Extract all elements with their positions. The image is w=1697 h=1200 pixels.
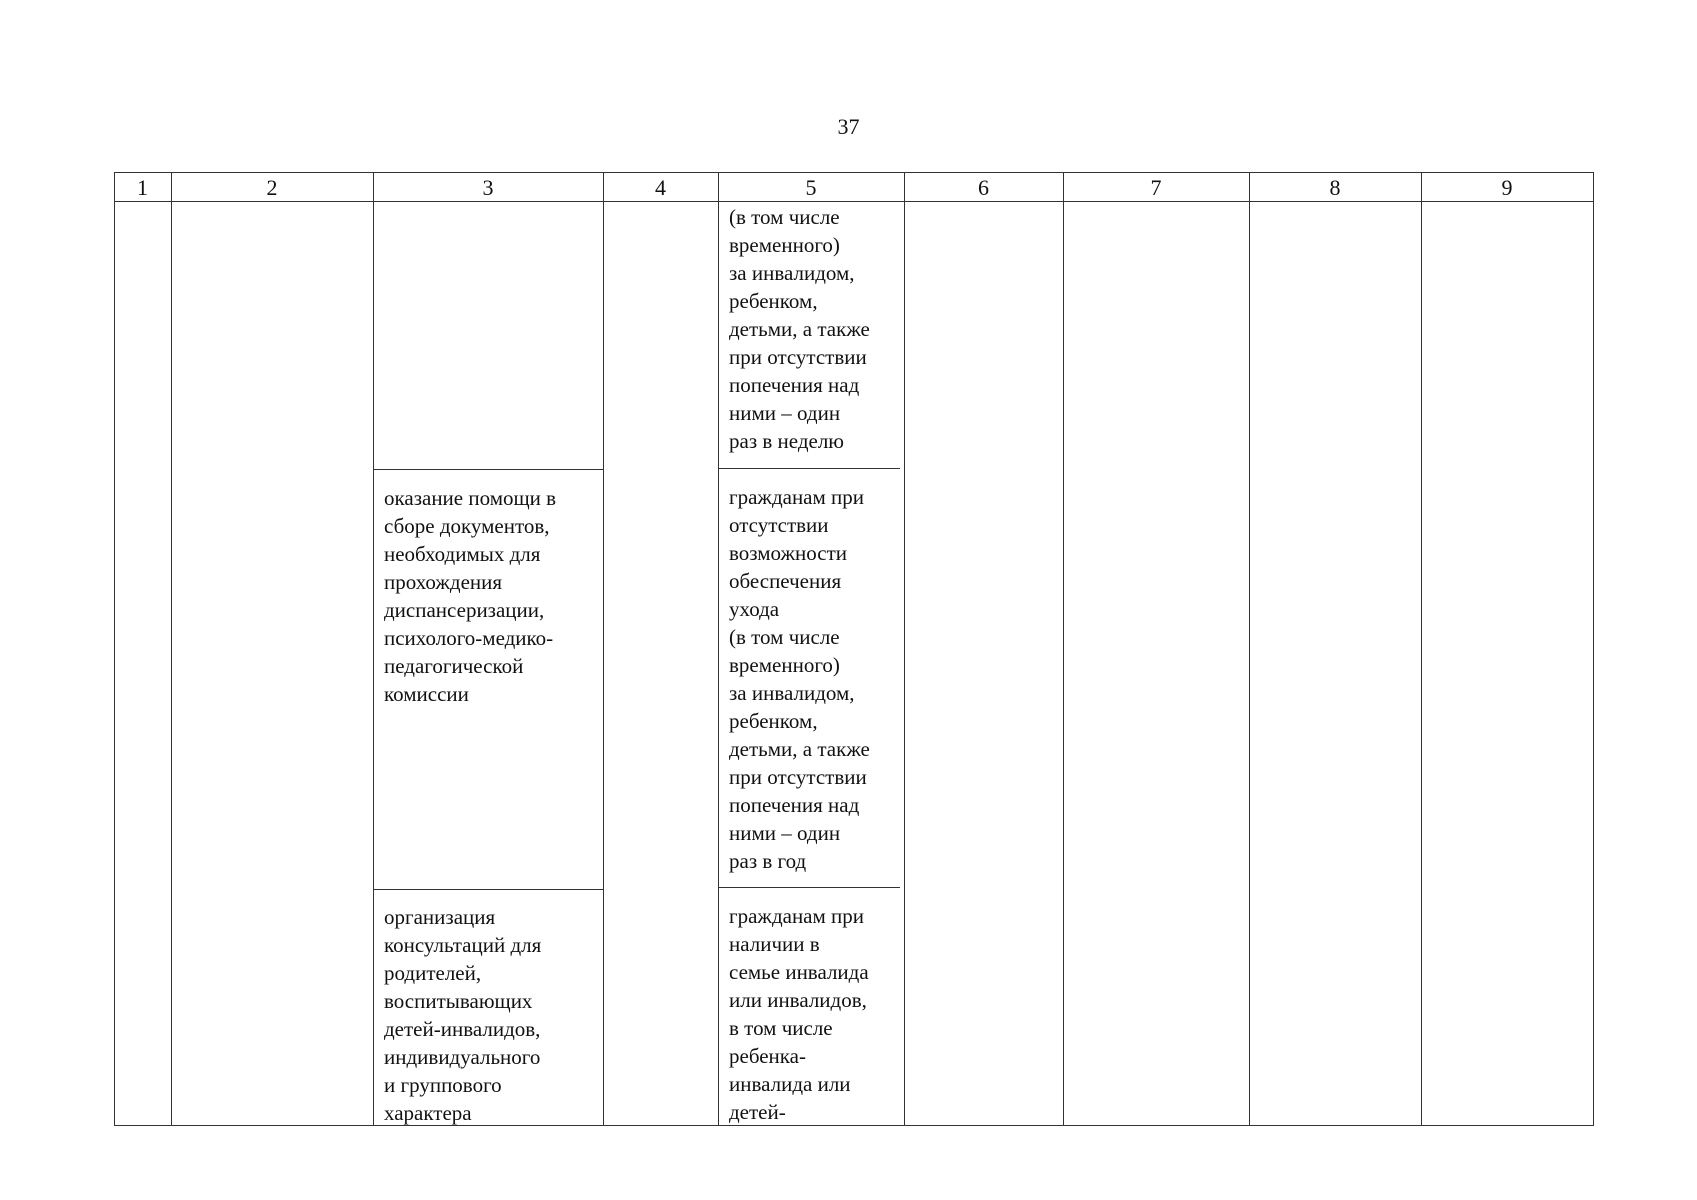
header-cell-6: 6	[978, 175, 989, 200]
column-border	[171, 172, 172, 1126]
header-cell-2: 2	[266, 175, 278, 200]
col5-row-divider	[718, 887, 900, 888]
col3-cell-3: организация консультаций для родителей, воспитывающих детей-инвалидов, индивидуального и группового характера	[384, 905, 542, 1125]
header-cell-3: 3	[482, 175, 494, 200]
col3-row-divider	[373, 469, 603, 470]
col5-row-divider	[718, 468, 900, 469]
column-border	[114, 172, 115, 1126]
header-cell-7: 7	[1150, 175, 1162, 200]
column-border	[904, 172, 905, 1126]
column-border	[1063, 172, 1064, 1126]
header-cell-4: 4	[655, 175, 666, 200]
col5-cell-3: гражданам при наличии в семье инвалида или инвалидов, в том числе ребенка- инвалида или детей-	[729, 904, 869, 1124]
col5-cell-1: (в том числе временного) за инвалидом, ребенком, детьми, а также при отсутствии попечения над ними – один раз в неделю	[729, 205, 870, 453]
header-cell-5: 5	[805, 175, 817, 200]
header-cell-8: 8	[1329, 175, 1341, 200]
column-border	[603, 172, 604, 1126]
column-border	[373, 172, 374, 1126]
page-number: 37	[837, 114, 860, 139]
column-border	[1593, 172, 1594, 1126]
column-border	[1249, 172, 1250, 1126]
column-border	[1421, 172, 1422, 1126]
col3-cell-2: оказание помощи в сборе документов, необходимых для прохождения диспансеризации, психолого-медико- педагогической комиссии	[384, 486, 557, 706]
col3-row-divider	[373, 889, 603, 890]
table-bottom-border	[114, 1125, 1593, 1126]
column-border	[718, 172, 719, 1126]
col5-cell-2: гражданам при отсутствии возможности обеспечения ухода (в том числе временного) за инвалидом, ребенком, детьми, а также при отсутствии попечения над ними – один раз в год	[729, 485, 870, 873]
header-cell-1: 1	[137, 175, 148, 200]
header-cell-9: 9	[1501, 175, 1513, 200]
